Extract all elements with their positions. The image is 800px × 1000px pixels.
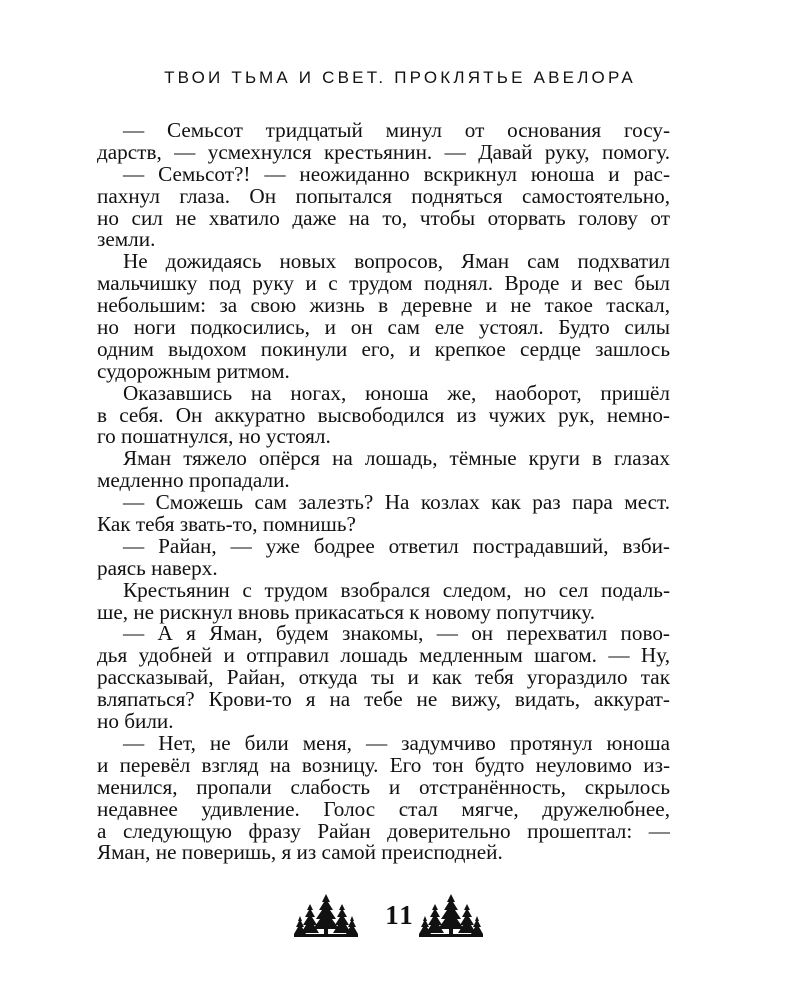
text-line: раясь наверх. xyxy=(97,555,218,580)
text-line: Не дожидаясь новых вопросов, Яман сам подхватил xyxy=(123,249,670,274)
text-line: дарств, — усмехнулся крестьянин. — Давай руку, помогу. xyxy=(97,139,670,164)
text-line: Оказавшись на ногах, юноша же, наоборот, пришёл xyxy=(123,380,670,405)
text-line: дья удобней и отправил лошадь медленным шагом. — Ну, xyxy=(97,643,670,668)
tree-cluster-icon xyxy=(419,892,483,938)
text-line: менился, пропали слабость и отстранённость, скрылось xyxy=(97,774,670,799)
text-line: но били. xyxy=(97,709,174,734)
text-line: рассказывай, Райан, откуда ты и как тебя угораздило так xyxy=(97,665,670,690)
text-line: — А я Яман, будем знакомы, — он перехватил пово- xyxy=(123,621,670,646)
text-line: Яман, не поверишь, я из самой преисподней. xyxy=(97,840,503,865)
text-line: судорожным ритмом. xyxy=(97,358,290,383)
body-text xyxy=(97,120,670,864)
text-line: Крестьянин с трудом взобрался следом, но сел подаль- xyxy=(123,577,670,602)
text-line: медленно пропадали. xyxy=(97,468,290,493)
text-line: но ноги подкосились, и он сам еле устоял. Будто силы xyxy=(97,315,670,340)
folio xyxy=(0,892,800,942)
text-line: земли. xyxy=(97,227,156,252)
text-line: но сил не хватило даже на то, чтобы оторвать голову от xyxy=(97,205,670,230)
running-head: ТВОИ ТЬМА И СВЕТ. ПРОКЛЯТЬЕ АВЕЛОРА xyxy=(164,68,636,87)
text-line: пахнул глаза. Он попытался подняться самостоятельно, xyxy=(97,183,670,208)
text-line: го пошатнулся, но устоял. xyxy=(97,424,331,449)
text-line: вляпаться? Крови-то я на тебе не вижу, видать, аккурат- xyxy=(97,687,670,712)
text-line: а следующую фразу Райан доверительно прошептал: — xyxy=(97,818,670,843)
text-line: — Семьсот тридцатый минул от основания госу- xyxy=(123,118,670,142)
text-line: ше, не рискнул вновь прикасаться к новому попутчику. xyxy=(97,599,596,624)
text-line: мальчишку под руку и с трудом поднял. Вроде и вес был xyxy=(97,271,670,296)
text-line: — Сможешь сам залезть? На козлах как раз пара мест. xyxy=(123,490,670,515)
text-line: — Райан, — уже бодрее ответил пострадавший, взби- xyxy=(123,533,670,558)
page-number: 11 xyxy=(385,900,415,930)
text-line: и перевёл взгляд на возницу. Его тон будто неуловимо из- xyxy=(97,752,670,777)
tree-cluster-icon xyxy=(294,892,358,938)
text-line: в себя. Он аккуратно высвободился из чужих рук, немно- xyxy=(97,402,670,427)
text-line: Яман тяжело опёрся на лошадь, тёмные круги в глазах xyxy=(123,446,670,471)
text-line: Как тебя звать-то, помнишь? xyxy=(97,512,356,537)
text-line: одним выдохом покинули его, и крепкое сердце зашлось xyxy=(97,336,670,361)
text-line: — Семьсот?! — неожиданно вскрикнул юноша и рас- xyxy=(123,161,670,186)
text-line: небольшим: за свою жизнь в деревне и не такое таскал, xyxy=(97,293,670,318)
text-line: недавнее удивление. Голос стал мягче, дружелюбнее, xyxy=(97,796,670,821)
text-line: — Нет, не били меня, — задумчиво протянул юноша xyxy=(123,730,670,755)
